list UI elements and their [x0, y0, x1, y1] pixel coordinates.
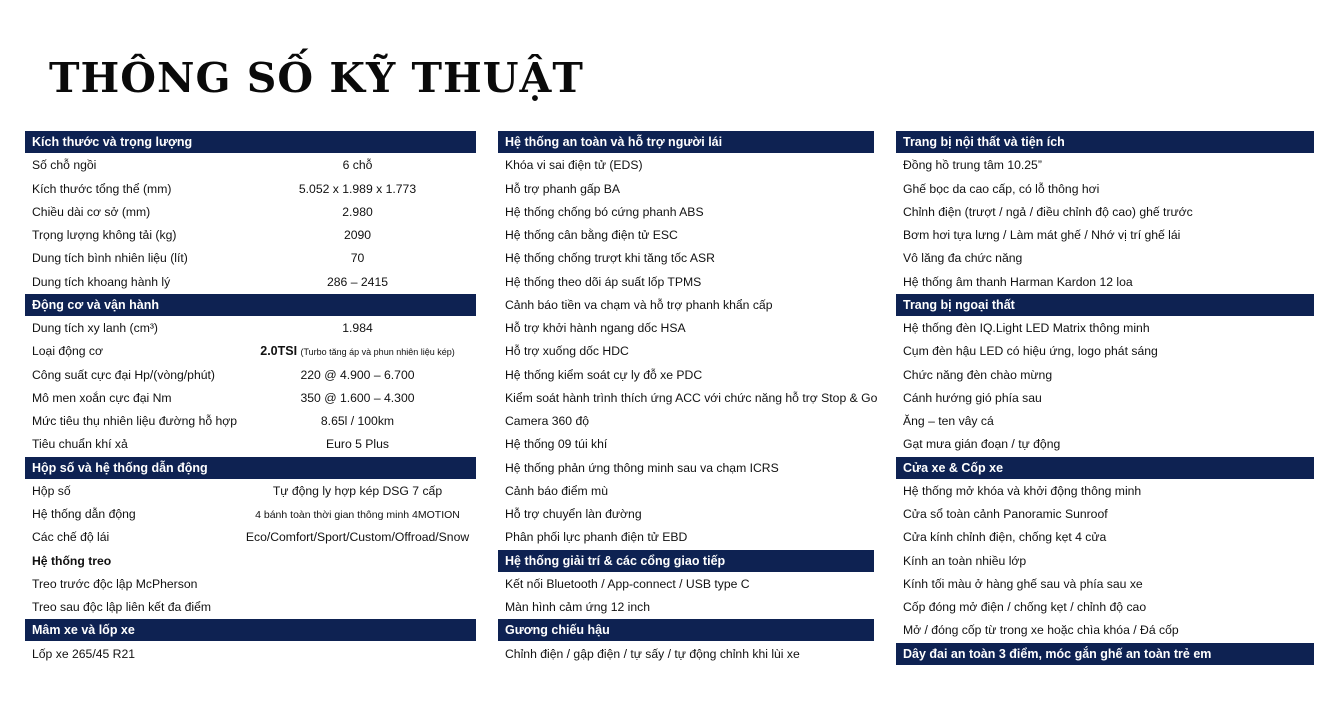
list-item: Cụm đèn hậu LED có hiệu ứng, logo phát sáng	[903, 344, 1158, 359]
list-item: Hệ thống âm thanh Harman Kardon 12 loa	[903, 274, 1133, 289]
list-item: Chỉnh điện (trượt / ngả / điều chỉnh độ cao) ghế trước	[903, 204, 1193, 219]
spec-row	[25, 178, 476, 201]
section-header-dimensions: Kích thước và trọng lượng	[25, 131, 476, 153]
spec-label: Tiêu chuẩn khí xả	[32, 437, 128, 452]
list-item: Cốp đóng mở điện / chống kẹt / chỉnh độ cao	[903, 600, 1147, 614]
list-item: Hệ thống phản ứng thông minh sau va chạm ICRS	[505, 460, 779, 475]
list-item: Bơm hơi tựa lưng / Làm mát ghế / Nhớ vị trí ghế lái	[903, 228, 1181, 242]
spec-label: Lốp xe 265/45 R21	[32, 646, 135, 661]
spec-value: 350 @ 1.600 – 4.300	[300, 390, 415, 405]
spec-label: Treo trước độc lập McPherson	[32, 576, 198, 591]
spec-value: 1.984	[342, 321, 373, 335]
spec-row	[25, 550, 476, 573]
spec-row	[25, 201, 476, 224]
spec-label: Công suất cực đại Hp/(vòng/phút)	[32, 367, 215, 382]
list-item: Ghế bọc da cao cấp, có lỗ thông hơi	[903, 181, 1100, 196]
spec-value: 2090	[343, 228, 372, 242]
list-item: Hệ thống kiểm soát cự ly đỗ xe PDC	[505, 367, 703, 382]
spec-value: 5.052 x 1.989 x 1.773	[298, 181, 417, 196]
spec-value: 8.65l / 100km	[320, 414, 395, 428]
page-title: THÔNG SỐ KỸ THUẬT	[49, 54, 584, 102]
list-item: Cánh hướng gió phía sau	[903, 390, 1042, 405]
list-item: Hệ thống chống trượt khi tăng tốc ASR	[505, 251, 715, 266]
spec-label: Trọng lượng không tải (kg)	[32, 228, 177, 242]
spec-value: 6 chỗ	[342, 158, 373, 173]
list-item: Hỗ trợ xuống dốc HDC	[505, 344, 629, 359]
list-item: Hệ thống cân bằng điện tử ESC	[505, 228, 678, 242]
list-item: Cảnh báo điểm mù	[505, 483, 608, 498]
list-item: Camera 360 độ	[505, 414, 590, 428]
list-item: Kính tối màu ở hàng ghế sau và phía sau xe	[903, 576, 1143, 591]
spec-subheading: Hệ thống treo	[32, 553, 112, 568]
spec-row	[25, 154, 476, 177]
spec-row	[25, 387, 476, 410]
spec-label: Treo sau độc lập liên kết đa điểm	[32, 600, 212, 614]
list-item: Ăng – ten vây cá	[903, 414, 994, 428]
list-item: Mở / đóng cốp từ trong xe hoặc chìa khóa / Đá cốp	[903, 623, 1179, 638]
spec-row	[25, 480, 476, 503]
list-item: Phân phối lực phanh điện tử EBD	[505, 530, 688, 545]
section-header-gearbox: Hộp số và hệ thống dẫn động	[25, 457, 476, 479]
spec-value: 2.980	[342, 204, 373, 219]
spec-column-3	[896, 131, 1314, 666]
list-item: Đồng hồ trung tâm 10.25”	[903, 158, 1042, 173]
spec-row	[25, 224, 476, 247]
spec-row	[25, 573, 476, 596]
spec-label: Số chỗ ngồi	[32, 158, 97, 173]
list-item: Chỉnh điện / gập điện / tự sấy / tự động chỉnh khi lùi xe	[505, 646, 800, 661]
section-header-wheels: Mâm xe và lốp xe	[25, 619, 476, 641]
list-item: Hệ thống đèn IQ.Light LED Matrix thông minh	[903, 321, 1150, 335]
spec-row	[25, 410, 476, 433]
spec-label: Các chế độ lái	[32, 530, 110, 545]
spec-label: Chiều dài cơ sở (mm)	[32, 204, 151, 219]
spec-value-text: 4 bánh toàn thời gian thông minh 4MOTION	[255, 509, 460, 521]
list-item: Cảnh báo tiền va chạm và hỗ trợ phanh khẩn cấp	[505, 297, 773, 312]
list-item: Hệ thống theo dõi áp suất lốp TPMS	[505, 274, 702, 289]
spec-value: Tự động ly hợp kép DSG 7 cấp	[272, 483, 443, 498]
list-item: Màn hình cảm ứng 12 inch	[505, 600, 651, 614]
section-header-exterior: Trang bị ngoại thất	[896, 294, 1314, 316]
spec-row	[25, 271, 476, 294]
list-item: Hỗ trợ phanh gấp BA	[505, 181, 621, 196]
spec-row	[25, 503, 476, 526]
spec-label: Dung tích khoang hành lý	[32, 274, 171, 289]
spec-value: Eco/Comfort/Sport/Custom/Offroad/Snow	[245, 530, 470, 545]
list-item: Kính an toàn nhiều lớp	[903, 553, 1027, 568]
spec-row	[25, 340, 476, 363]
spec-value: 220 @ 4.900 – 6.700	[300, 367, 415, 382]
section-header-entertainment: Hệ thống giải trí & các cổng giao tiếp	[498, 550, 874, 572]
section-header-doors: Cửa xe & Cốp xe	[896, 457, 1314, 479]
spec-value-engine-type	[235, 340, 480, 364]
section-header-engine: Động cơ và vận hành	[25, 294, 476, 316]
spec-row	[25, 643, 476, 666]
spec-label: Kích thước tổng thể (mm)	[32, 181, 172, 196]
spec-label: Dung tích xy lanh (cm³)	[32, 321, 158, 335]
section-header-interior: Trang bị nội thất và tiện ích	[896, 131, 1314, 153]
list-item: Chức năng đèn chào mừng	[903, 367, 1053, 382]
list-item: Hỗ trợ khởi hành ngang dốc HSA	[505, 321, 686, 335]
list-item: Khóa vi sai điện tử (EDS)	[505, 158, 643, 173]
list-item: Kiểm soát hành trình thích ứng ACC với chức năng hỗ trợ Stop & Go	[505, 390, 878, 405]
engine-type: 2.0TSI	[260, 344, 298, 359]
spec-value	[235, 503, 480, 527]
list-item: Hỗ trợ chuyển làn đường	[505, 507, 642, 521]
spec-label: Loại động cơ	[32, 344, 104, 359]
spec-row	[25, 247, 476, 270]
list-item: Cửa sổ toàn cảnh Panoramic Sunroof	[903, 507, 1108, 521]
list-item: Vô lăng đa chức năng	[903, 251, 1023, 266]
list-item: Hệ thống 09 túi khí	[505, 437, 608, 452]
spec-label: Mô men xoắn cực đại Nm	[32, 390, 172, 405]
spec-label: Mức tiêu thụ nhiên liệu đường hỗ hợp	[32, 414, 238, 428]
spec-value: 70	[350, 251, 365, 266]
spec-label: Dung tích bình nhiên liệu (lít)	[32, 251, 188, 266]
spec-value: Euro 5 Plus	[325, 437, 389, 452]
list-item: Gạt mưa gián đoạn / tự động	[903, 437, 1061, 452]
spec-column-1	[25, 131, 476, 666]
spec-row	[25, 526, 476, 549]
spec-label: Hệ thống dẫn động	[32, 507, 136, 521]
list-item: Hệ thống chống bó cứng phanh ABS	[505, 204, 704, 219]
spec-row	[25, 317, 476, 340]
list-item: Hệ thống mở khóa và khởi động thông minh	[903, 483, 1142, 498]
section-header-safety: Hệ thống an toàn và hỗ trợ người lái	[498, 131, 874, 153]
list-item: Kết nối Bluetooth / App-connect / USB type C	[505, 576, 750, 591]
spec-value: 286 – 2415	[327, 274, 388, 289]
spec-row	[25, 433, 476, 456]
section-header-seatbelt: Dây đai an toàn 3 điểm, móc gắn ghế an toàn trẻ em	[896, 643, 1314, 665]
section-header-mirrors: Gương chiếu hậu	[498, 619, 874, 641]
spec-row	[25, 596, 476, 619]
list-item: Cửa kính chỉnh điện, chống kẹt 4 cửa	[903, 530, 1107, 545]
spec-column-2	[498, 131, 878, 666]
spec-row	[25, 364, 476, 387]
spec-label: Hộp số	[32, 483, 71, 498]
engine-type-note: (Turbo tăng áp và phun nhiên liệu kép)	[300, 347, 455, 358]
